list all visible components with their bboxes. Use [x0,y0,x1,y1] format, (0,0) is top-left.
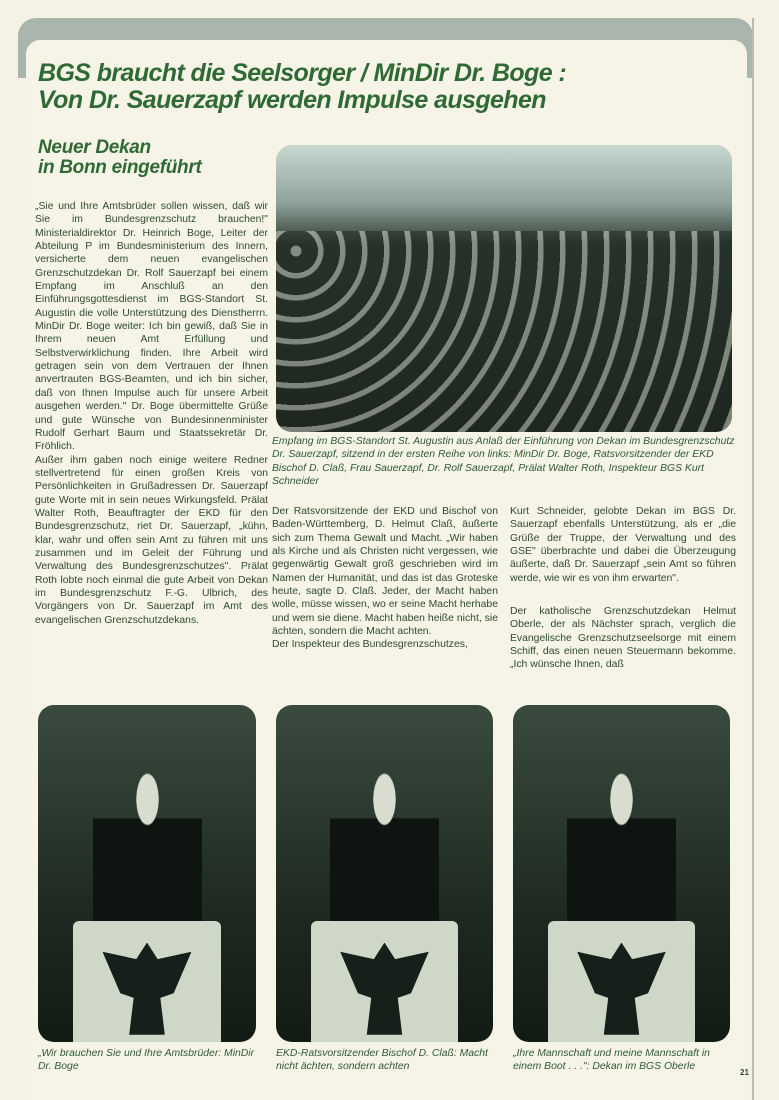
paragraph: Der Inspekteur des Bundesgrenzschutzes, [272,639,468,651]
audience-image [276,231,732,432]
subhead [38,138,201,178]
federal-eagle-lectern [73,921,221,1042]
federal-eagle-lectern [311,921,459,1042]
paragraph: Der Ratsvorsitzende der EKD und Bischof von Baden-Württemberg, D. Helmut Claß, äußerte sich zum Thema Gewalt und Macht. „Wir haben als Kirche und als Christen nicht vergessen, wie gegenwärtig Gewalt groß geschrieben wird im Namen der Humanität, und das ist das Groteske heute, sagte D. Claß. Jeder, der Macht haben wolle, müsse wissen, wo er seine Macht herhabe und wem sie diene. Macht haben heiße nicht, sie ächten, sondern die Macht achten. [272,506,498,638]
headline-line2: Von Dr. Sauerzapf werden Impulse ausgehen [38,86,546,114]
speaker-image [93,772,202,924]
subhead-line2: in Bonn eingeführt [38,157,202,178]
reception-photo [276,145,732,432]
article-column-2 [272,505,498,652]
headline-line1: BGS braucht die Seelsorger / MinDir Dr. Boge : [38,59,567,87]
paragraph: Außer ihm gaben noch einige weitere Redner stellvertretend für einen großen Kreis von Persönlichkeiten in Grußadressen Dr. Sauerzapf gute Worte mit in sein neues Wirkungsfeld. Prälat Walter Roth, Beauftragter der EKD für den Bundesgrenzschutz, riet Dr. Sauerzapf, „kühn, klar, wahr und offen sein Amt zu führen mit uns zusammen und im Geleit der Führung und Verwaltung des Bundesgrenzschutzes". Prälat Roth lobte noch einmal die gute Arbeit von Dekan im Bundesgrenzschutz F.-G. Ulbrich, des Vorgängers von Dr. Sauerzapf im Amt des evangelischen Grenzschutzdekans. [35,454,268,626]
photo-boge [38,705,256,1042]
speaker-image [330,772,439,924]
caption-boge: „Wir brauchen Sie und Ihre Amtsbrüder: MinDir Dr. Boge [38,1048,255,1073]
caption-oberle: „Ihre Mannschaft und meine Mannschaft in einem Boot . . .": Dekan im BGS Oberle [513,1048,710,1073]
main-photo-caption: Empfang im BGS-Standort St. Augustin aus Anlaß der Einführung von Dekan im Bundesgrenzschutz Dr. Sauerzapf, sitzend in der ersten Reihe von links: MinDir Dr. Boge, Ratsvorsitzender der EKD Bischof D. Claß, Frau Sauerzapf, Dr. Rolf Sauerzapf, Prälat Walter Roth, Inspekteur BGS Kurt Schneider [272,436,735,488]
subhead-line1: Neuer Dekan [38,137,151,158]
article-column-3 [510,505,736,672]
paragraph: „Sie und Ihre Amtsbrüder sollen wissen, daß wir Sie im Bundesgrenzschutz brauchen!" Ministerialdirektor Dr. Heinrich Boge, Leiter der Abteilung P im Bundesministerium des Innern, versicherte dem neuen evangelischen Grenzschutzdekan Dr. Rolf Sauerzapf bei einem Empfang im Anschluß an den Einführungsgottesdienst im BGS-Standort St. Augustin die volle Unterstützung des Dienstherrn. MinDir Dr. Boge weiter: Ich bin gewiß, daß Sie in Ihrem neuen Amt Erfüllung und Selbstverwirklichung finden. Ihre Arbeit wird getragen sein von dem Vertrauen der Ihnen anvertrauten BGS-Beamten, und ich bin sicher, daß von Ihnen Impulse auch für unsere Arbeit ausgehen werden." Dr. Boge übermittelte Grüße und gute Wünsche von Bundesinnenminister Rudolf Gerhart Baum und Staatssekretär Dr. Fröhlich. [35,201,268,453]
paragraph: Kurt Schneider, gelobte Dekan im BGS Dr. Sauerzapf ebenfalls Unterstützung, als er „die Grüße der Truppe, der Verwaltung und des GSE" überbrachte und dabei die Überzeugung äußerte, daß Dr. Sauerzapf „sein Amt so führen werde, wie wir es von ihm erwarten". [510,506,736,584]
headline [38,60,566,114]
article-column-1 [35,200,268,627]
paragraph: Der katholische Grenzschutzdekan Helmut Oberle, der als Nächster sprach, verglich die Evangelische Grenzschutzseelsorge mit einem Schiff, das einen neuen Steuermann bekomme. „Ich wünsche Ihnen, daß [510,606,736,671]
caption-class: EKD-Ratsvorsitzender Bischof D. Claß: Macht nicht ächten, sondern achten [276,1048,488,1073]
page-number: 21 [740,1068,749,1077]
page-edge-rule [752,18,754,1100]
photo-class [276,705,493,1042]
photo-oberle [513,705,730,1042]
federal-eagle-lectern [548,921,696,1042]
speaker-image [567,772,676,924]
